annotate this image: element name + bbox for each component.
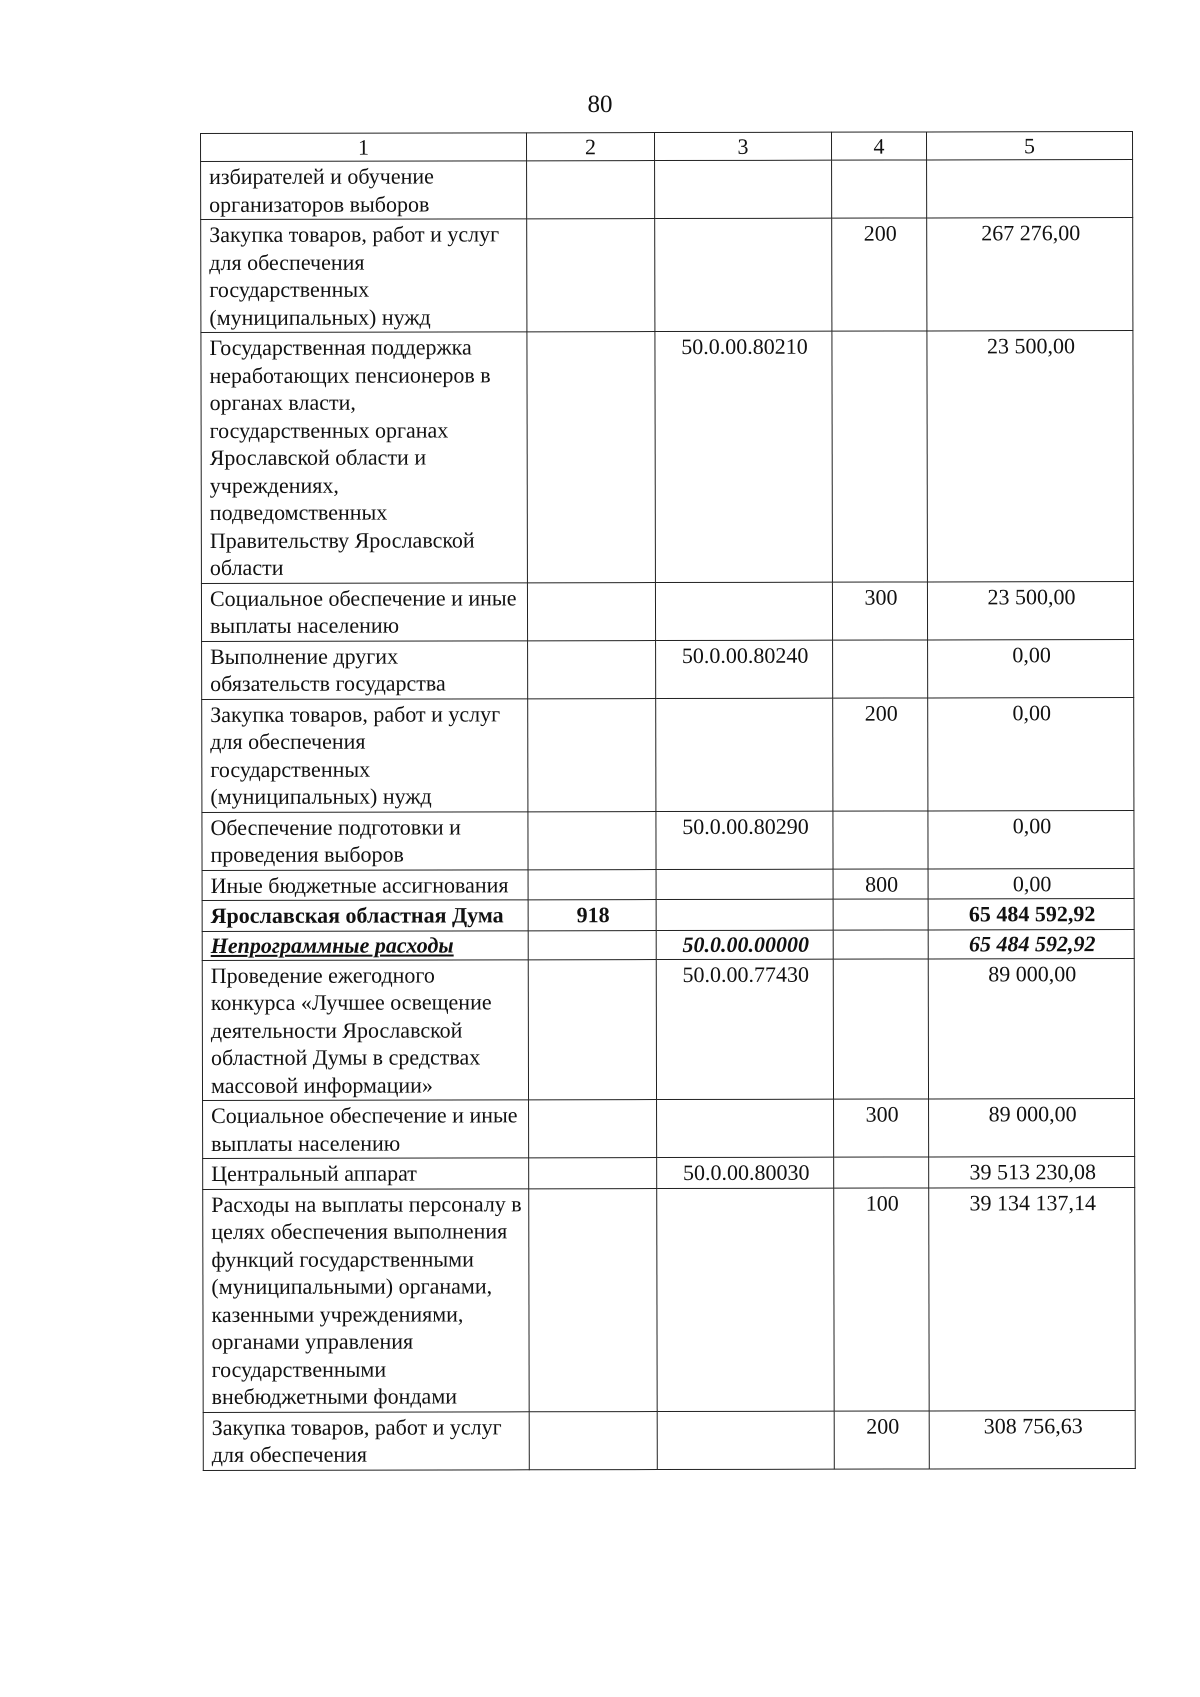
expense-name-cell: Государственная поддержка неработающих пенсионеров в органах власти, государственных органах Ярославской области и учреждениях, подведомственных Правительству Ярославской области [201, 332, 528, 583]
column-header: 5 [926, 132, 1132, 160]
expense-type-cell: 100 [834, 1187, 929, 1410]
target-article-cell [655, 218, 832, 331]
amount-cell: 89 000,00 [929, 1099, 1135, 1157]
table-header-row [201, 132, 1133, 162]
table-row [202, 899, 1134, 931]
target-article-cell [655, 582, 832, 640]
target-article-cell [657, 1099, 834, 1157]
expense-name-cell: Центральный аппарат [203, 1158, 529, 1189]
expense-name-cell: Расходы на выплаты персоналу в целях обеспечения выполнения функций государственными (муниципальными) органами, казенными учреждениями, органами управления государственными внебюджетными фондами [203, 1188, 529, 1412]
expense-name-cell: Иные бюджетные ассигнования [202, 869, 528, 900]
table-row [202, 697, 1134, 812]
amount-cell: 23 500,00 [927, 331, 1134, 582]
column-header: 3 [655, 132, 832, 160]
target-article-cell: 50.0.00.80240 [656, 640, 833, 698]
department-code-cell [529, 1100, 657, 1158]
expense-name-cell: Социальное обеспечение и иные выплаты населению [203, 1100, 529, 1159]
amount-cell: 65 484 592,92 [928, 929, 1134, 958]
expense-type-cell [833, 899, 928, 930]
amount-cell: 23 500,00 [927, 581, 1133, 639]
expense-type-cell: 200 [834, 1410, 929, 1468]
table-row [202, 868, 1134, 900]
table-row [202, 639, 1134, 699]
column-header: 4 [831, 132, 926, 160]
table-row [201, 581, 1133, 641]
department-code-cell [529, 1188, 657, 1411]
expense-name-cell: Закупка товаров, работ и услуг для обеспечения государственных (муниципальных) нужд [202, 698, 528, 812]
expense-name-cell: Непрограммные расходы [202, 930, 528, 960]
department-code-cell [527, 219, 655, 332]
amount-cell: 39 513 230,08 [929, 1157, 1135, 1188]
table-body [201, 160, 1136, 1470]
table-row [201, 218, 1133, 333]
expense-name-cell: Социальное обеспечение и иные выплаты населению [201, 582, 527, 641]
target-article-cell: 50.0.00.80030 [657, 1157, 834, 1188]
expense-type-cell [833, 810, 928, 868]
amount-cell: 308 756,63 [929, 1410, 1135, 1468]
table-row [202, 958, 1134, 1100]
table-row [203, 1187, 1135, 1412]
table-row [203, 1099, 1135, 1159]
expense-type-cell [834, 1157, 929, 1188]
target-article-cell: 50.0.00.80210 [655, 331, 833, 582]
department-code-cell [527, 582, 655, 640]
amount-cell: 0,00 [928, 810, 1134, 868]
expense-type-cell [833, 639, 928, 697]
expense-name-cell: Проведение ежегодного конкурса «Лучшее освещение деятельности Ярославской областной Думы в средствах массовой информации» [202, 959, 528, 1100]
expense-name-cell: Закупка товаров, работ и услуг для обеспечения государственных (муниципальных) нужд [201, 219, 527, 333]
expense-name-cell: избирателей и обучение организаторов выборов [201, 161, 527, 220]
table-row [202, 810, 1134, 870]
target-article-cell [656, 869, 833, 900]
expense-type-cell [832, 331, 928, 582]
target-article-cell: 50.0.00.80290 [656, 811, 833, 869]
expense-name-cell: Закупка товаров, работ и услуг для обеспечения [203, 1411, 529, 1470]
target-article-cell [657, 1411, 834, 1469]
department-code-cell [528, 811, 656, 869]
page-number: 80 [587, 91, 613, 118]
department-code-cell [528, 869, 656, 900]
table-row [202, 929, 1134, 960]
department-code-cell: 918 [528, 900, 656, 931]
amount-cell: 89 000,00 [928, 958, 1134, 1099]
expense-name-cell: Ярославская областная Дума [202, 900, 528, 931]
amount-cell: 39 134 137,14 [929, 1187, 1135, 1410]
expense-type-cell: 200 [833, 697, 928, 810]
table-row [201, 331, 1134, 583]
department-code-cell [528, 640, 656, 698]
department-code-cell [528, 698, 656, 811]
target-article-cell: 50.0.00.00000 [656, 930, 833, 959]
target-article-cell: 50.0.00.77430 [656, 959, 833, 1100]
amount-cell: 0,00 [928, 639, 1134, 697]
amount-cell: 0,00 [928, 868, 1134, 899]
column-header: 1 [201, 133, 527, 162]
expense-type-cell: 300 [832, 581, 927, 639]
amount-cell: 0,00 [928, 697, 1134, 810]
department-code-cell [528, 930, 656, 959]
expense-type-cell [832, 160, 927, 218]
expense-type-cell [833, 958, 928, 1099]
target-article-cell [656, 698, 833, 811]
table-row [201, 160, 1133, 220]
target-article-cell [657, 1188, 834, 1411]
amount-cell: 267 276,00 [927, 218, 1133, 331]
department-code-cell [529, 1411, 657, 1469]
expense-type-cell [833, 929, 928, 958]
department-code-cell [527, 161, 655, 219]
target-article-cell [656, 899, 833, 930]
department-code-cell [527, 332, 656, 583]
expense-name-cell: Выполнение других обязательств государства [202, 640, 528, 699]
table-row [203, 1410, 1135, 1470]
expense-type-cell: 200 [832, 218, 927, 331]
expense-name-cell: Обеспечение подготовки и проведения выборов [202, 811, 528, 870]
table-row [203, 1157, 1135, 1189]
expense-type-cell: 300 [834, 1099, 929, 1157]
budget-table [200, 131, 1136, 1470]
department-code-cell [529, 1158, 657, 1189]
target-article-cell [655, 160, 832, 218]
department-code-cell [528, 959, 656, 1100]
amount-cell [927, 160, 1133, 218]
column-header: 2 [527, 133, 655, 161]
expense-type-cell: 800 [833, 868, 928, 899]
amount-cell: 65 484 592,92 [928, 899, 1134, 930]
